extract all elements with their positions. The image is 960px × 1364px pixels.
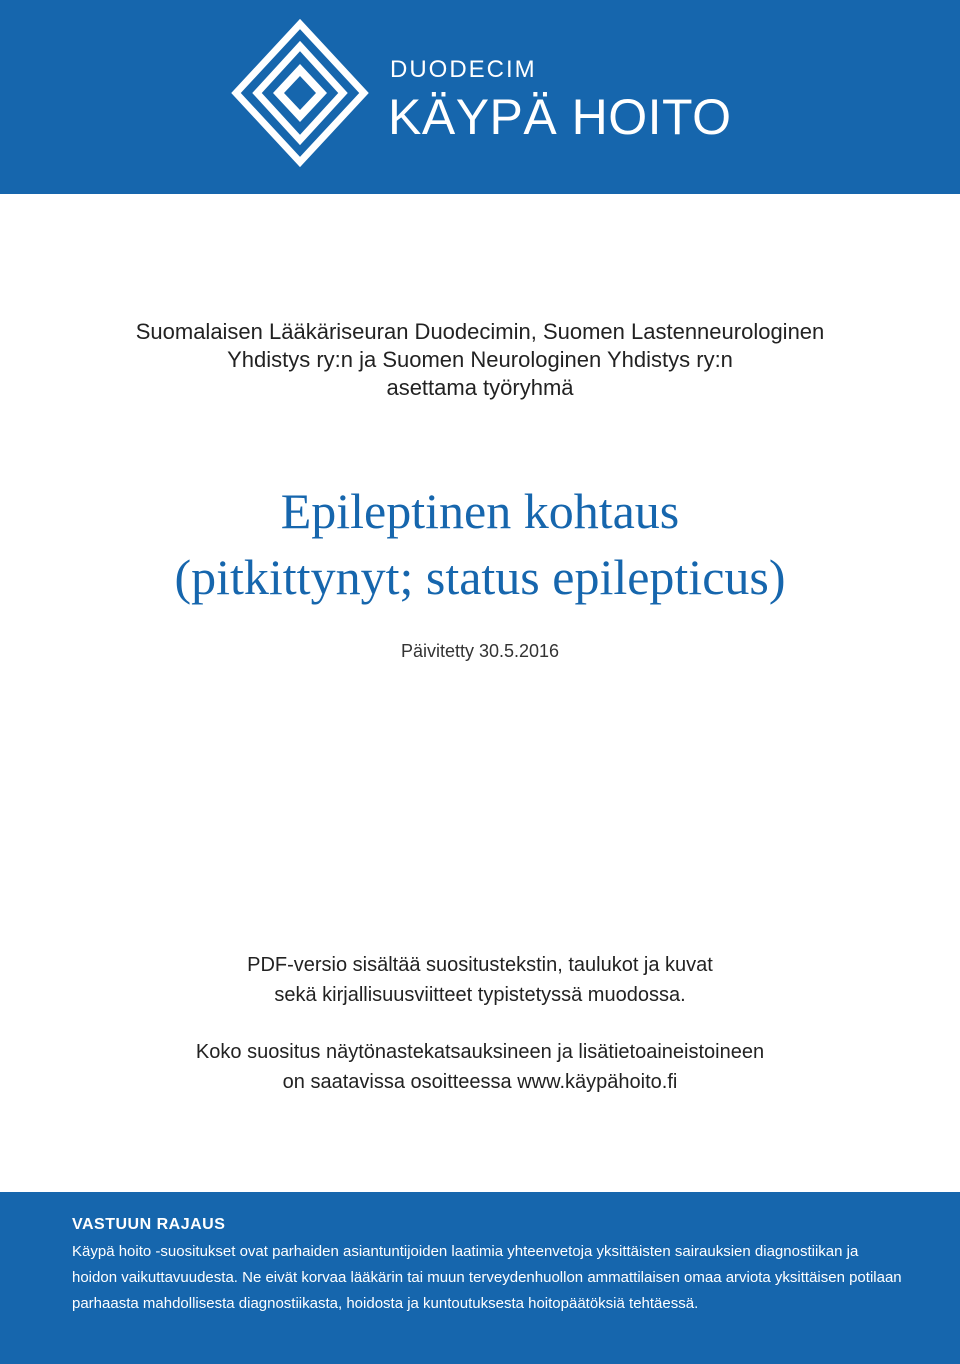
disclaimer-text — [72, 1239, 902, 1317]
brand-title: KÄYPÄ HOITO — [388, 89, 732, 145]
working-group-text — [60, 318, 900, 402]
disclaimer-line: parhaasta mahdollisesta diagnostiikasta, hoidosta ja kuntoutuksesta hoitopäätöksiä tehtäessä. — [72, 1295, 699, 1312]
title-line: Epileptinen kohtaus — [280, 483, 680, 539]
group-line: Suomalaisen Lääkäriseuran Duodecimin, Suomen Lastenneurologinen — [135, 319, 825, 344]
group-line: asettama työryhmä — [386, 375, 574, 400]
diamond-lattice-icon — [230, 18, 370, 168]
pdf-note-line: PDF-versio sisältää suositustekstin, taulukot ja kuvat — [247, 954, 713, 976]
web-note-line: Koko suositus näytönastekatsauksineen ja lisätietoaineistoineen — [195, 1041, 765, 1063]
group-line: Yhdistys ry:n ja Suomen Neurologinen Yhdistys ry:n — [227, 347, 733, 372]
web-note — [60, 1037, 900, 1097]
pdf-note — [60, 950, 900, 1010]
web-note-line: on saatavissa osoitteessa www.käypähoito.fi — [282, 1071, 678, 1093]
pdf-note-line: sekä kirjallisuusviitteet typistetyssä muodossa. — [274, 984, 686, 1006]
updated-date: Päivitetty 30.5.2016 — [400, 641, 560, 661]
header-banner — [0, 0, 960, 194]
title-line: (pitkittynyt; status epilepticus) — [174, 549, 786, 605]
brand-subtitle: DUODECIM — [390, 56, 537, 83]
disclaimer-heading: VASTUUN RAJAUS — [72, 1216, 226, 1233]
document-title — [40, 478, 920, 610]
disclaimer-line: hoidon vaikuttavuudesta. Ne eivät korvaa lääkärin tai muun terveydenhuollon ammattilaisen omaa arviota yksittäisen potilaan — [72, 1269, 902, 1286]
disclaimer-line: Käypä hoito -suositukset ovat parhaiden asiantuntijoiden laatimia yhteenvetoja yksittäisten sairauksien diagnostiikan ja — [72, 1243, 859, 1260]
disclaimer-box — [0, 1192, 960, 1364]
